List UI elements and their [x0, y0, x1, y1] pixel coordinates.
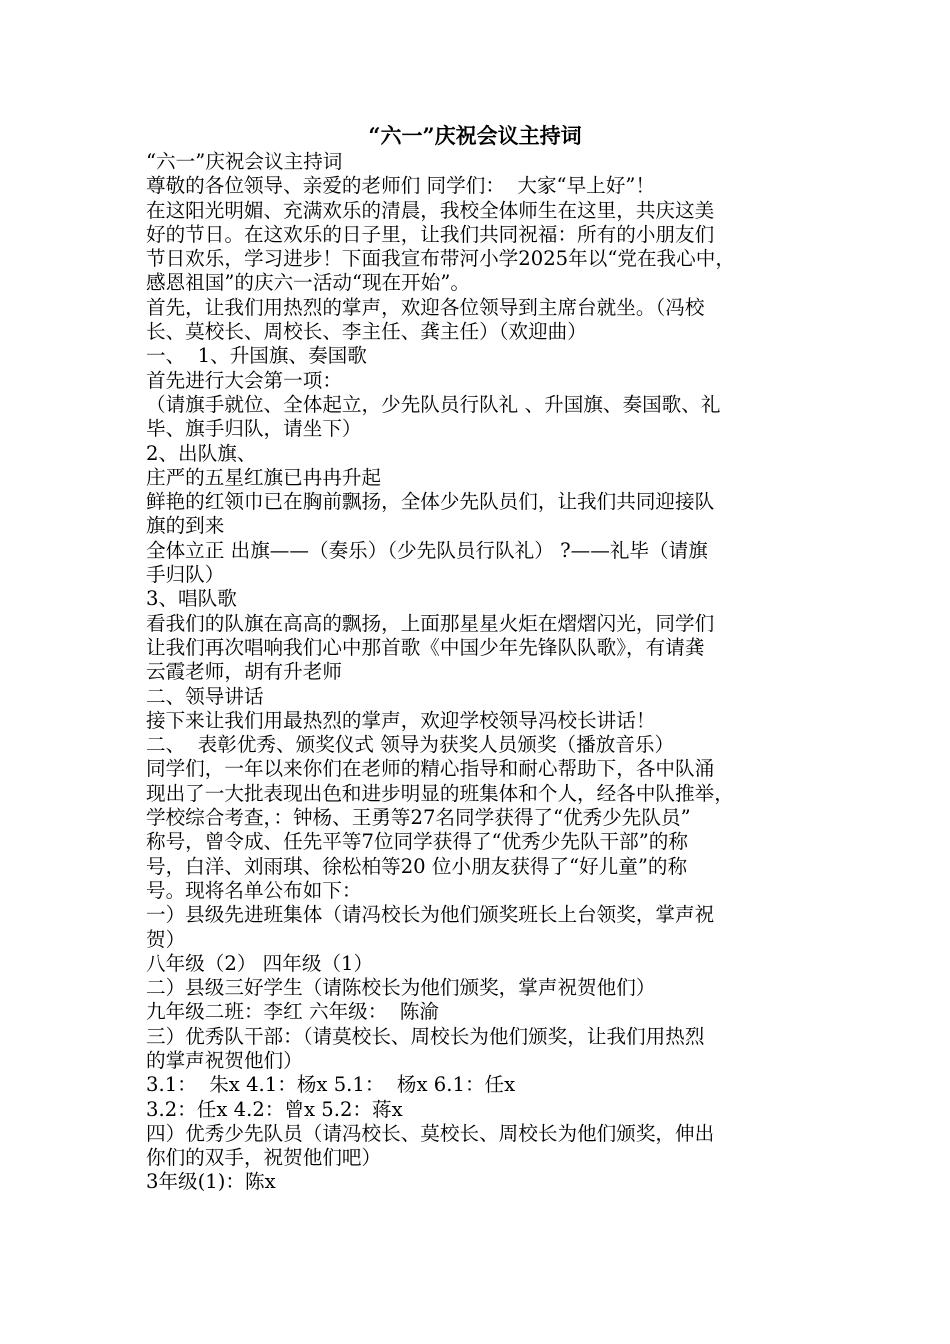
body-line: 在这阳光明媚、充满欢乐的清晨，我校全体师生在这里，共庆这美	[146, 198, 715, 222]
body-line: 手归队）	[146, 563, 225, 587]
body-line: 全体立正 出旗——（奏乐）（少先队员行队礼） ?——礼毕（请旗	[146, 538, 708, 562]
body-line: 鲜艳的红领巾已在胸前飘扬，全体少先队员们，让我们共同迎接队	[146, 490, 715, 514]
body-line: 号，白洋、刘雨琪、徐松柏等20 位小朋友获得了“好儿童”的称	[146, 854, 688, 878]
body-line: 一）县级先进班集体（请冯校长为他们颁奖班长上台领奖，掌声祝	[146, 903, 715, 927]
body-line: 接下来让我们用最热烈的掌声，欢迎学校领导冯校长讲话！	[146, 708, 656, 732]
body-line: 四）优秀少先队员（请冯校长、莫校长、周校长为他们颁奖，伸出	[146, 1121, 715, 1145]
document-body	[146, 150, 806, 1195]
body-line: 八年级（2） 四年级（1）	[146, 951, 374, 975]
body-line: 三）优秀队干部：（请莫校长、周校长为他们颁奖，让我们用热烈	[146, 1024, 705, 1048]
body-line: 首先进行大会第一项：	[146, 368, 342, 392]
body-line: 看我们的队旗在高高的飘扬，上面那星星火炬在熠熠闪光，同学们	[146, 611, 715, 635]
body-line: 旗的到来	[146, 514, 225, 538]
body-line: 尊敬的各位领导、亲爱的老师们 同学们： 大家“早上好”！	[146, 174, 655, 198]
document-title: “六一”庆祝会议主持词	[368, 123, 582, 148]
body-line: 感恩祖国”的庆六一活动“现在开始”。	[146, 271, 470, 295]
body-line: 一、 1、升国旗、奏国歌	[146, 344, 367, 368]
body-line: （请旗手就位、全体起立，少先队员行队礼 、升国旗、奏国歌、礼	[146, 392, 721, 416]
body-line: 节日欢乐，学习进步！下面我宣布带河小学2025年以“党在我心中，	[146, 247, 735, 271]
body-line: 3.2：任x 4.2：曾x 5.2：蒋x	[146, 1097, 403, 1121]
body-line: 二、领导讲话	[146, 684, 264, 708]
body-line: 让我们再次唱响我们心中那首歌《中国少年先锋队队歌》，有请龚	[146, 635, 705, 659]
body-line: 3年级(1)：陈x	[146, 1170, 276, 1194]
body-line: 你们的双手，祝贺他们吧）	[146, 1146, 382, 1170]
body-line: 学校综合考查，：钟杨、王勇等27名同学获得了“优秀少先队员”	[146, 806, 691, 830]
body-line: 3.1： 朱x 4.1：杨x 5.1： 杨x 6.1：任x	[146, 1073, 516, 1097]
body-line: 二）县级三好学生（请陈校长为他们颁奖，掌声祝贺他们）	[146, 976, 656, 1000]
body-line: 号。现将名单公布如下：	[146, 878, 362, 902]
body-line: 同学们，一年以来你们在老师的精心指导和耐心帮助下，各中队涌	[146, 757, 715, 781]
body-line: 庄严的五星红旗已冉冉升起	[146, 465, 382, 489]
body-line: 现出了一大批表现出色和进步明显的班集体和个人，经各中队推举，	[146, 781, 734, 805]
body-line: 首先，让我们用热烈的掌声，欢迎各位领导到主席台就坐。（冯校	[146, 295, 705, 319]
body-line: 九年级二班：李红 六年级： 陈渝	[146, 1000, 439, 1024]
body-line: 贺）	[146, 927, 186, 951]
body-line: 长、莫校长、周校长、李主任、龚主任）（欢迎曲）	[146, 320, 587, 344]
body-line: 3、唱队歌	[146, 587, 237, 611]
body-line: 好的节日。在这欢乐的日子里，让我们共同祝福：所有的小朋友们	[146, 222, 715, 246]
body-line: 称号，曾令成、任先平等7位同学获得了“优秀少先队干部”的称	[146, 830, 688, 854]
body-line: 2、出队旗、	[146, 441, 257, 465]
body-line: 的掌声祝贺他们）	[146, 1048, 303, 1072]
body-line: 二、 表彰优秀、颁奖仪式 领导为获奖人员颁奖（播放音乐）	[146, 733, 675, 757]
body-line: “六一”庆祝会议主持词	[146, 150, 343, 173]
body-line: 云霞老师，胡有升老师	[146, 660, 342, 684]
body-line: 毕、旗手归队，请坐下）	[146, 417, 362, 441]
